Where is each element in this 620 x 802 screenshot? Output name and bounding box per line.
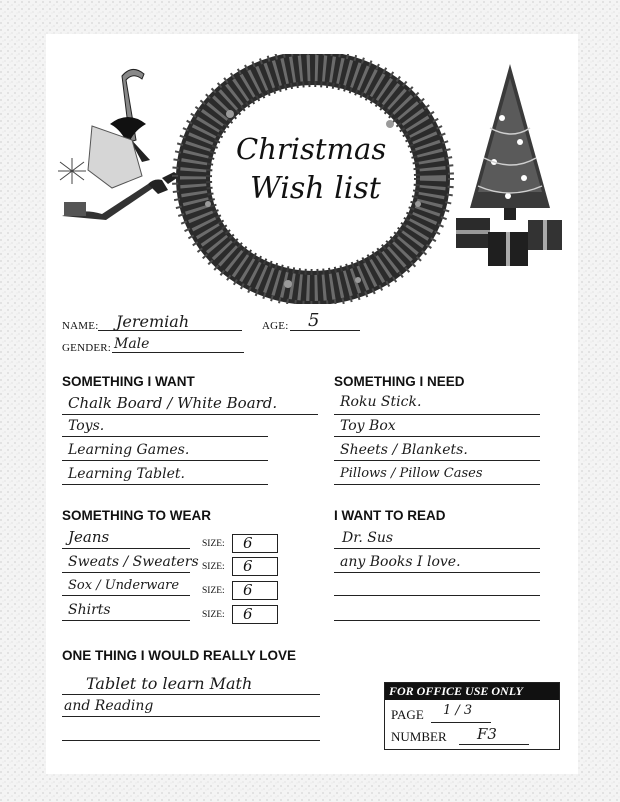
title-line-2: Wish list — [250, 171, 381, 206]
need-line-1[interactable] — [334, 414, 540, 415]
size-box[interactable] — [232, 534, 278, 553]
size-label: SIZE: — [202, 562, 225, 572]
wear-item: Sox / Underware — [68, 578, 180, 593]
read-line-3[interactable] — [334, 595, 540, 596]
title-line-1: Christmas — [236, 132, 387, 166]
read-line-4[interactable] — [334, 620, 540, 621]
need-item-2: Toy Box — [340, 418, 396, 434]
age-label: AGE: — [262, 320, 289, 332]
number-label: NUMBER — [391, 729, 447, 744]
candy-sleigh-illustration — [52, 66, 182, 226]
wear-item: Sweats / Sweaters — [68, 554, 199, 570]
want-item-2: Toys. — [68, 418, 105, 434]
size-value: 6 — [243, 557, 253, 575]
page-label: PAGE — [391, 707, 424, 722]
need-item-4: Pillows / Pillow Cases — [340, 466, 483, 481]
want-line-1[interactable] — [62, 414, 318, 415]
want-item-4: Learning Tablet. — [68, 466, 185, 482]
gender-value: Male — [114, 336, 150, 352]
read-item-2: any Books I love. — [340, 554, 461, 570]
wear-line[interactable] — [62, 548, 190, 549]
size-label: SIZE: — [202, 539, 225, 549]
age-value: 5 — [308, 310, 320, 331]
size-box[interactable] — [232, 605, 278, 624]
need-item-3: Sheets / Blankets. — [340, 442, 468, 458]
wear-line[interactable] — [62, 572, 190, 573]
wear-heading: SOMETHING TO WEAR — [62, 508, 212, 523]
need-line-2[interactable] — [334, 436, 540, 437]
office-use-box — [384, 682, 560, 750]
wish-list-form — [46, 34, 578, 774]
need-line-3[interactable] — [334, 460, 540, 461]
christmas-tree-illustration — [450, 58, 570, 268]
size-value: 6 — [243, 605, 253, 623]
size-value: 6 — [243, 581, 253, 599]
want-line-3[interactable] — [62, 460, 268, 461]
name-label: NAME: — [62, 320, 99, 332]
love-heading: ONE THING I WOULD REALLY LOVE — [62, 648, 297, 663]
size-label: SIZE: — [202, 610, 225, 620]
name-value: Jeremiah — [116, 312, 190, 331]
gender-label: GENDER: — [62, 342, 112, 354]
read-line-1[interactable] — [334, 548, 540, 549]
love-line-3[interactable] — [62, 740, 320, 741]
want-heading: SOMETHING I WANT — [62, 374, 195, 389]
size-value: 6 — [243, 534, 253, 552]
wear-line[interactable] — [62, 620, 190, 621]
want-item-3: Learning Games. — [68, 442, 190, 458]
office-use-heading: FOR OFFICE USE ONLY — [385, 683, 559, 700]
want-item-1: Chalk Board / White Board. — [68, 394, 278, 412]
number-line[interactable] — [459, 744, 529, 745]
page-line[interactable] — [431, 722, 491, 723]
read-item-1: Dr. Sus — [342, 530, 394, 546]
size-box[interactable] — [232, 557, 278, 576]
size-box[interactable] — [232, 581, 278, 600]
page-value: 1 / 3 — [443, 703, 473, 718]
read-line-2[interactable] — [334, 572, 540, 573]
number-value: F3 — [477, 725, 497, 743]
love-line-2-text: and Reading — [64, 698, 154, 714]
want-line-4[interactable] — [62, 484, 268, 485]
need-line-4[interactable] — [334, 484, 540, 485]
wear-item: Jeans — [68, 528, 110, 546]
love-line-1-text: Tablet to learn Math — [86, 674, 253, 693]
gender-line[interactable] — [112, 352, 244, 353]
read-heading: I WANT TO READ — [334, 508, 446, 523]
want-line-2[interactable] — [62, 436, 268, 437]
wear-line[interactable] — [62, 595, 190, 596]
need-heading: SOMETHING I NEED — [334, 374, 465, 389]
size-label: SIZE: — [202, 586, 225, 596]
love-line-1[interactable] — [62, 694, 320, 695]
need-item-1: Roku Stick. — [340, 394, 422, 410]
wear-item: Shirts — [68, 602, 111, 618]
age-line[interactable] — [290, 330, 360, 331]
love-line-2[interactable] — [62, 716, 320, 717]
